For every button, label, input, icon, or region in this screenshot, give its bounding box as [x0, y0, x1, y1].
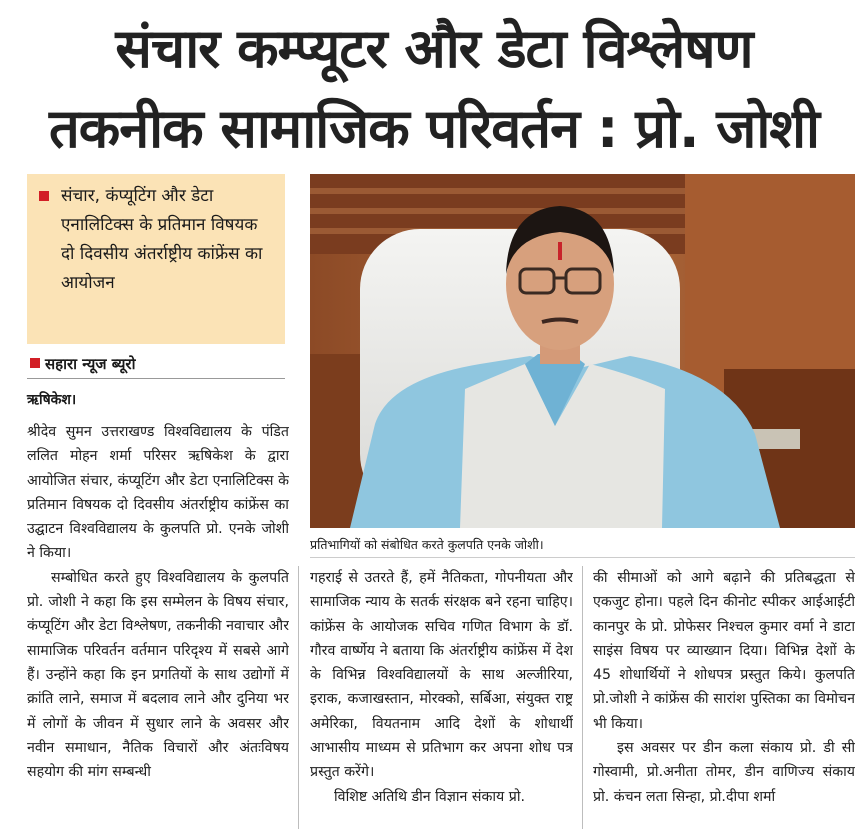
bullet-square-icon: [30, 358, 40, 368]
headline-line-1: संचार कम्प्यूटर और डेटा विश्लेषण: [115, 17, 753, 80]
highlight-box: [27, 174, 285, 344]
byline-text: सहारा न्यूज ब्यूरो: [45, 355, 136, 373]
column-divider: [582, 566, 583, 829]
news-photo: [310, 174, 855, 528]
column-divider: [298, 566, 299, 829]
article-paragraph: श्रीदेव सुमन उत्तराखण्ड विश्वविद्यालय के पंडित ललित मोहन शर्मा परिसर ऋषिकेश के द्वारा आयोजित संचार, कंप्यूटिंग और डेटा एनालिटिक्स के प्रतिमान विषयक दो दिवसीय अंतर्राष्ट्रीय कांफ्रेंस का उद्घाटन विश्वविद्यालय के कुलपति प्रो. एनके जोशी ने किया।: [27, 424, 289, 562]
highlight-text: संचार, कंप्यूटिंग और डेटा एनालिटिक्स के प्रतिमान विषयक दो दिवसीय अंतर्राष्ट्रीय कांफ्रेंस का आयोजन: [61, 186, 263, 293]
bullet-square-icon: [39, 191, 49, 201]
dateline: ऋषिकेश।: [27, 392, 77, 408]
article-paragraph: की सीमाओं को आगे बढ़ाने की प्रतिबद्धता से एकजुट होना। पहले दिन कीनोट स्पीकर आईआईटी कानपुर के प्रो. प्रोफेसर निश्चल कुमार वर्मा ने डाटा साइंस विषय पर व्याख्यान दिया। विभिन्न देशों के 45 शोधार्थियों ने शोधपत्र प्रस्तुत किये। कुलपति प्रो.जोशी ने कांफ्रेंस की सारांश पुस्तिका का विमोचन भी किया।: [593, 570, 855, 732]
article-column-3: [593, 566, 855, 829]
article-paragraph: विशिष्ट अतिथि डीन विज्ञान संकाय प्रो.: [334, 788, 526, 805]
article-paragraph: गहराई से उतरते हैं, हमें नैतिकता, गोपनीयता और सामाजिक न्याय के सतर्क संरक्षक बने रहना चाहिए। कांफ्रेंस के आयोजक सचिव गणित विभाग के डॉ. गौरव वार्ष्णेय ने बताया कि अंतर्राष्ट्रीय कांफ्रेंस में देश के विभिन्न विश्वविद्यालयों के साथ अल्जीरिया, इराक, कजाखस्तान, मोरक्को, सर्बिआ, संयुक्त राष्ट्र अमेरिका, वियतनाम आदि देशों के शोधार्थी आभासीय माध्यम से प्रतिभाग कर अपना शोध पत्र प्रस्तुत करेंगे।: [310, 570, 573, 781]
article-paragraph: सम्बोधित करते हुए विश्वविद्यालय के कुलपति प्रो. जोशी ने कहा कि इस सम्मेलन के विषय संचार, कंप्यूटिंग और डेटा विश्लेषण, तकनीकी नवाचार और सामाजिक परिवर्तन वर्तमान परिदृश्य में सबसे आगे हैं। उन्होंने कहा कि इन प्रगतियों के साथ उद्योगों में क्रांति लाने, समाज में बदलाव लाने और दुनिया भर में लोगों के जीवन में सुधार लाने के अवसर और नवीन समाधान, नैतिक विचारों और अंतःविषय सहयोग की मांग सम्बन्धी: [27, 569, 289, 781]
article-column-1: [27, 420, 289, 829]
article-column-2: [310, 566, 573, 829]
article-paragraph: इस अवसर पर डीन कला संकाय प्रो. डी सी गोस्वामी, प्रो.अनीता तोमर, डीन वाणिज्य संकाय प्रो. कंचन लता सिन्हा, प्रो.दीपा शर्मा: [593, 740, 855, 805]
byline: [27, 352, 285, 379]
photo-caption: प्रतिभागियों को संबोधित करते कुलपति एनके जोशी।: [310, 533, 855, 558]
headline-line-2: तकनीक सामाजिक परिवर्तन : प्रो. जोशी: [48, 97, 820, 160]
